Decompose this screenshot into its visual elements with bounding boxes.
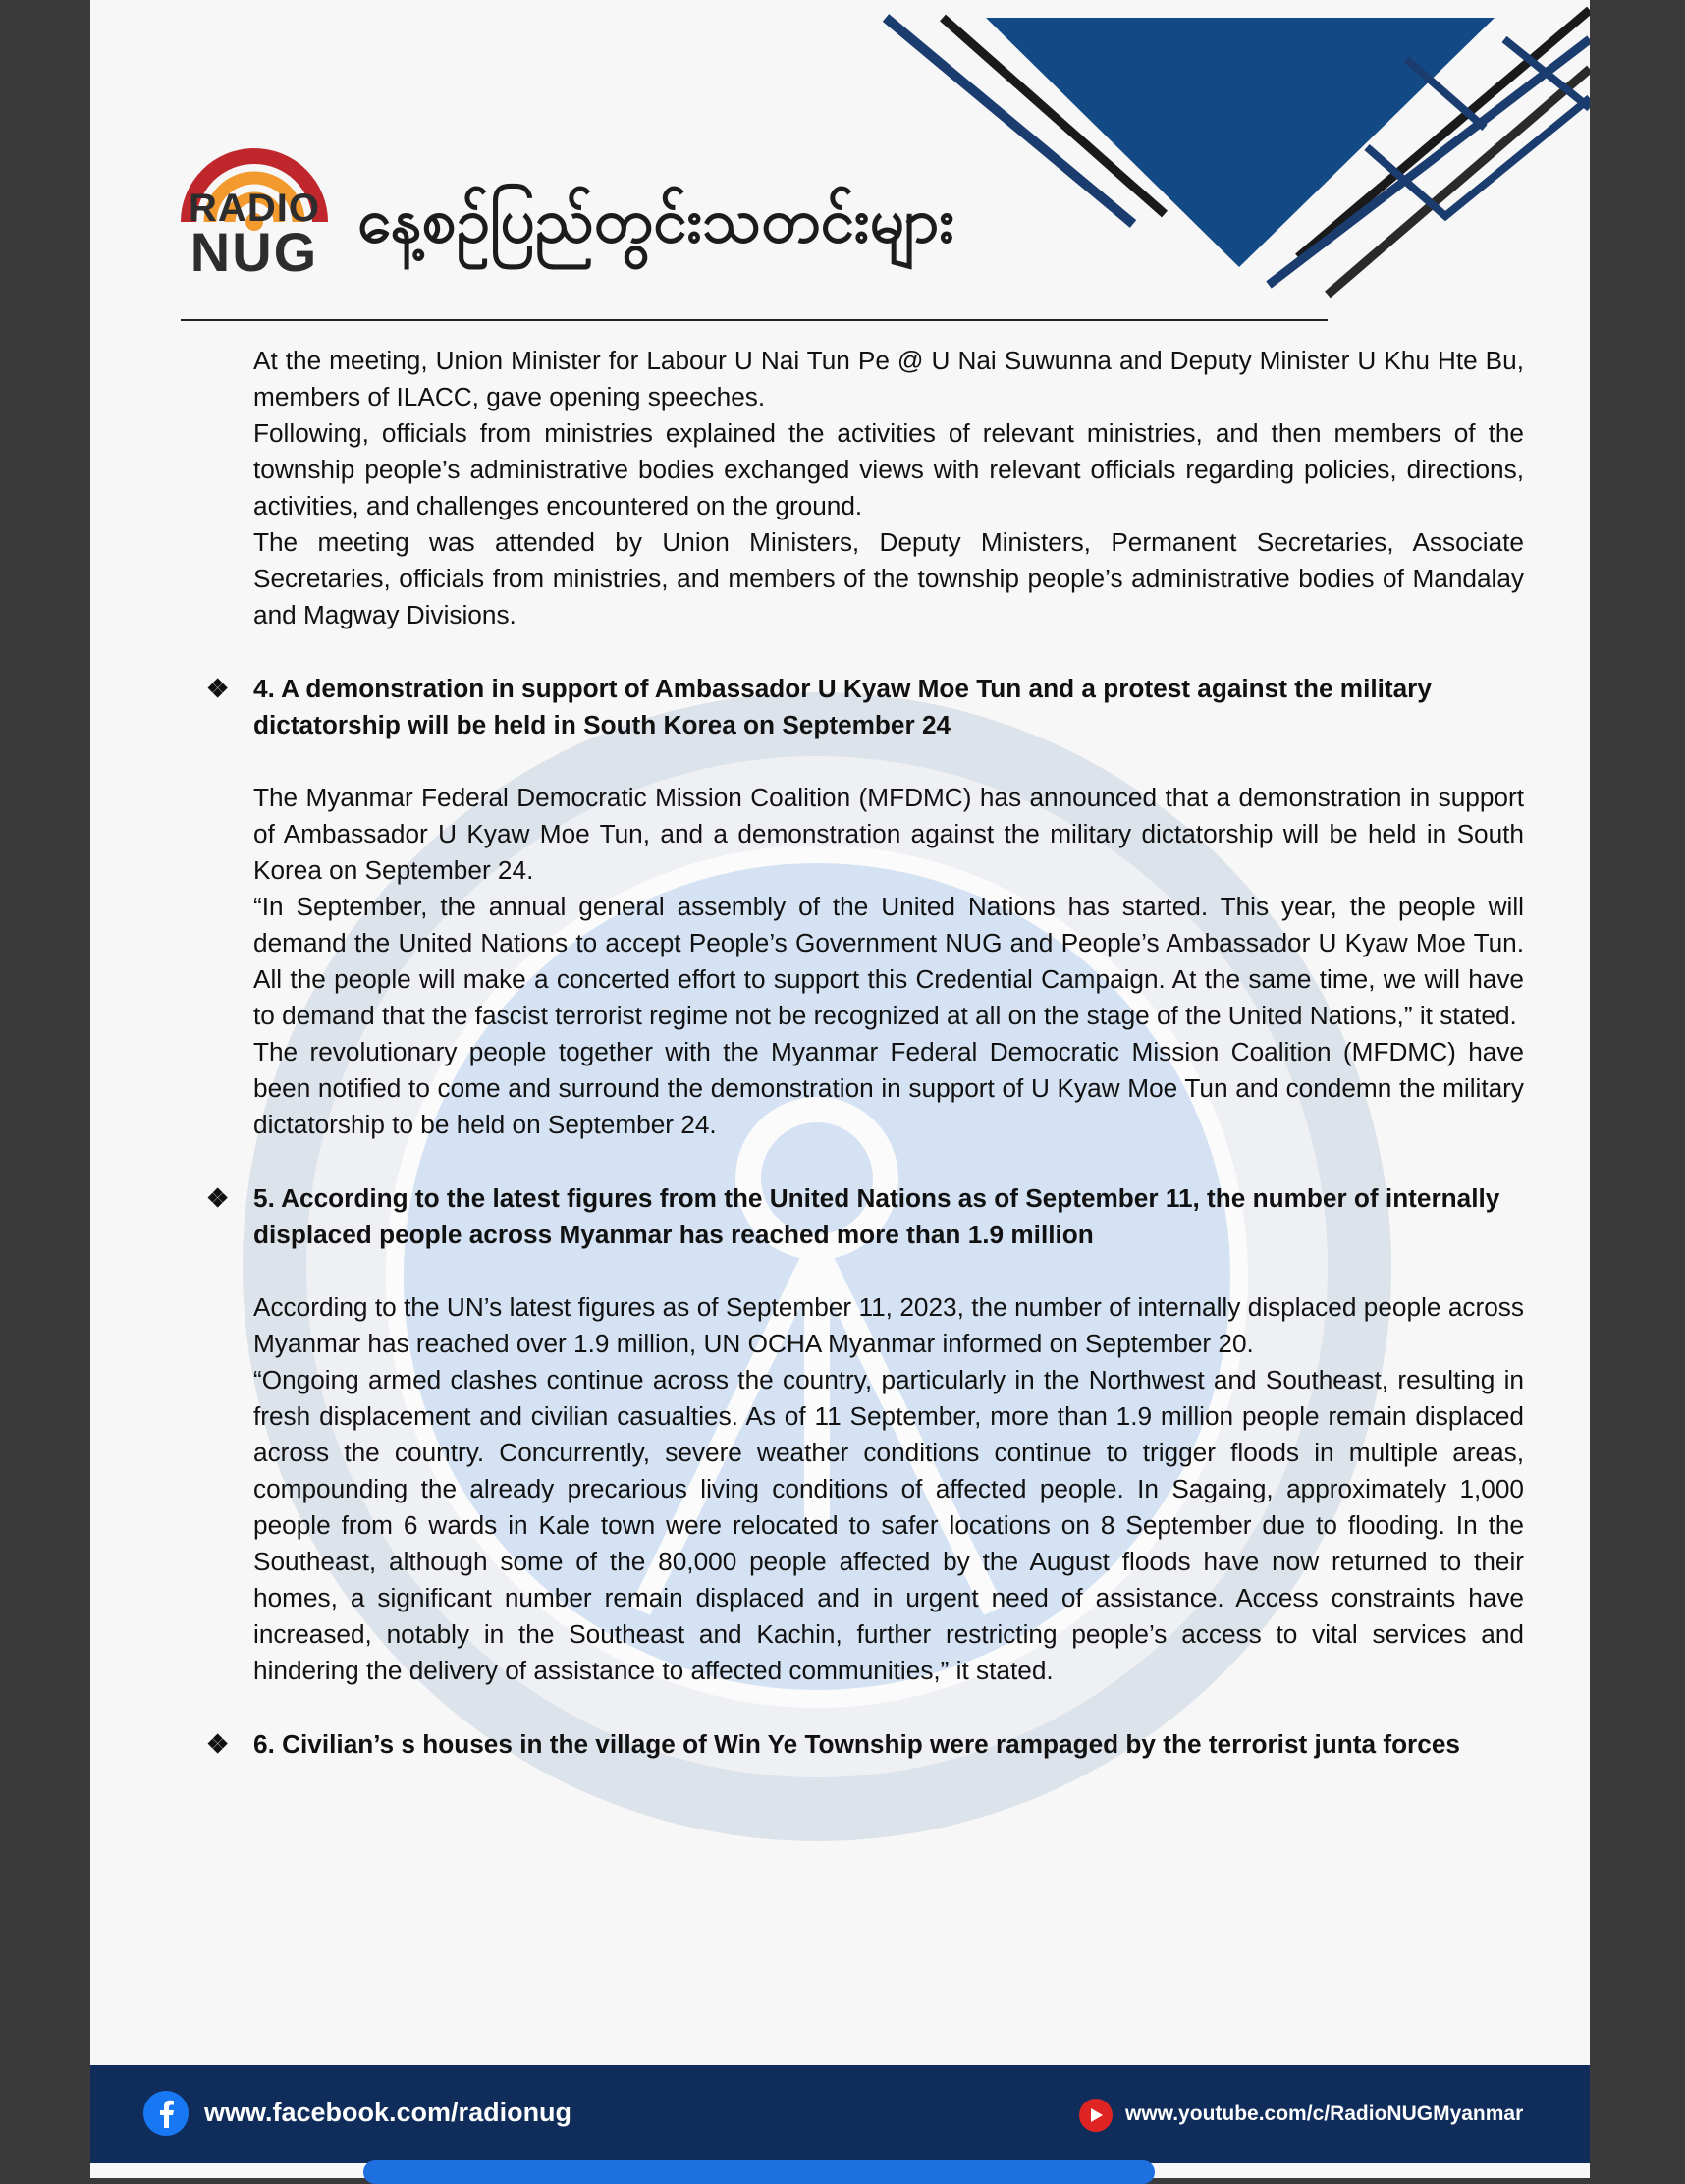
bottom-tab-bar[interactable] xyxy=(363,2160,1155,2184)
logo-nug-text: NUG xyxy=(190,221,319,283)
intro-paragraph: The meeting was attended by Union Ministers, Deputy Ministers, Permanent Secretaries, Associate Secretaries, officials from ministries, and members of the township people’s administrative bodies of Mandalay and Magway Divisions. xyxy=(253,527,1524,629)
logo-radio-text: RADIO xyxy=(189,187,320,230)
section-paragraph: According to the UN’s latest figures as of September 11, 2023, the number of internally displaced people across Myanmar has reached over 1.9 million, UN OCHA Myanmar informed on September 20. xyxy=(253,1292,1524,1358)
page-title: နေ့စဉ်ပြည်တွင်းသတင်းများ xyxy=(357,185,955,256)
page-footer xyxy=(90,2065,1590,2163)
intro-paragraph: At the meeting, Union Minister for Labour U Nai Tun Pe @ U Nai Suwunna and Deputy Minister U Khu Hte Bu, members of ILACC, gave opening speeches. xyxy=(253,346,1524,411)
section-paragraph: The revolutionary people together with the Myanmar Federal Democratic Mission Coalition (MFDMC) have been notified to come and surround the demonstration in support of U Kyaw Moe Tun and condemn the military dictatorship to be held on September 24. xyxy=(253,1037,1524,1139)
section-heading-text: 4. A demonstration in support of Ambassador U Kyaw Moe Tun and a protest against the military dictatorship will be held in South Korea on September 24 xyxy=(253,674,1432,739)
section-paragraph: The Myanmar Federal Democratic Mission Coalition (MFDMC) has announced that a demonstration in support of Ambassador U Kyaw Moe Tun, and a demonstration against the military dictatorship will be held in South Korea on September 24. xyxy=(253,783,1524,885)
header-divider xyxy=(181,319,1328,321)
section-paragraph: “In September, the annual general assembly of the United Nations has started. This year, the people will demand the United Nations to accept People’s Government NUG and People’s Ambassador U Kyaw Moe Tun. All the people will make a concerted effort to support this Credential Campaign. At the same time, we will have to demand that the fascist terrorist regime not be recognized at all on the stage of the United Nations,” it stated. xyxy=(253,892,1524,1030)
diamond-bullet-icon: ❖ xyxy=(206,674,230,703)
section-paragraph: “Ongoing armed clashes continue across the country, particularly in the Northwest and Southeast, resulting in fresh displacement and civilian casualties. As of 11 September, more than 1.9 million people remain displaced across the country. Concurrently, severe weather conditions continue to trigger floods in multiple areas, compounding the already precarious living conditions of affected people. In Sagaing, approximately 1,000 people from 6 wards in Kale town were relocated to safer locations on 8 September due to flooding. In the Southeast, although some of the 80,000 people affected by the August floods have now returned to their homes, a significant number remain displaced and in urgent need of assistance. Access constraints have increased, notably in the Southeast and Kachin, further restricting people’s access to vital services and hindering the delivery of assistance to affected communities,” it stated. xyxy=(253,1365,1524,1685)
diamond-bullet-icon: ❖ xyxy=(206,1183,230,1213)
youtube-icon[interactable] xyxy=(1076,2099,1115,2132)
facebook-link[interactable]: www.facebook.com/radionug xyxy=(204,2098,572,2127)
facebook-icon[interactable] xyxy=(143,2091,189,2136)
diamond-bullet-icon: ❖ xyxy=(206,1729,230,1759)
document-page xyxy=(90,0,1590,2178)
intro-paragraph: Following, officials from ministries explained the activities of relevant ministries, and then members of the township people’s administrative bodies exchanged views with relevant officials regarding policies, directions, activities, and challenges encountered on the ground. xyxy=(253,418,1524,520)
section-heading-text: 5. According to the latest figures from the United Nations as of September 11, the number of internally displaced people across Myanmar has reached more than 1.9 million xyxy=(253,1183,1500,1249)
youtube-link[interactable]: www.youtube.com/c/RadioNUGMyanmar xyxy=(1125,2102,1524,2125)
section-heading-text: 6. Civilian’s s houses in the village of Win Ye Township were rampaged by the terrorist junta forces xyxy=(253,1729,1460,1759)
section-heading xyxy=(206,671,1524,743)
section-heading xyxy=(206,1180,1524,1253)
article-body xyxy=(206,343,1524,1763)
section-heading xyxy=(206,1726,1524,1763)
